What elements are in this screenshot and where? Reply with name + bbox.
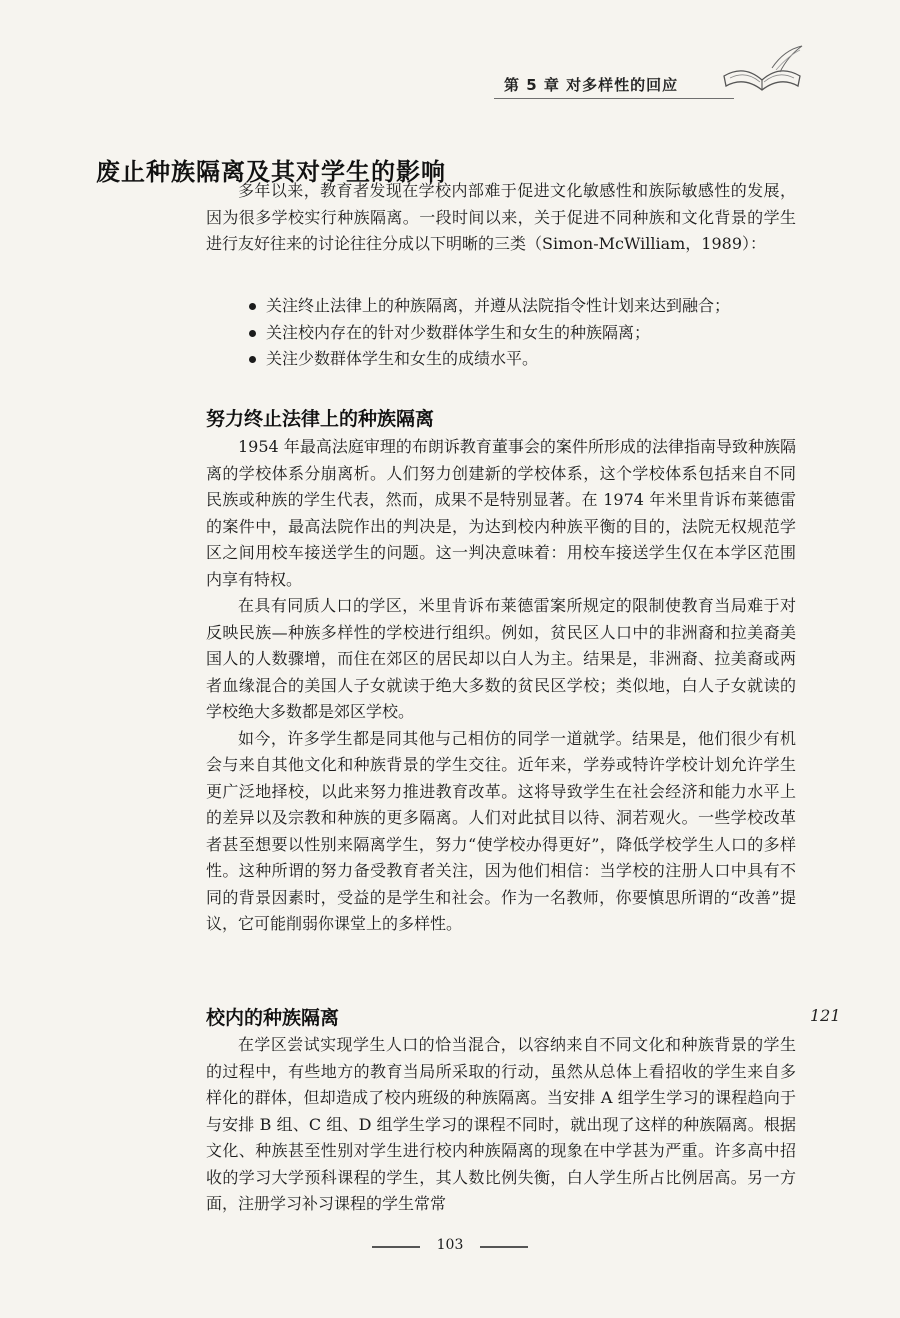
subsection-title: 校内的种族隔离 bbox=[206, 1007, 340, 1029]
body-paragraph: 在学区尝试实现学生人口的恰当混合，以容纳来自不同文化和种族背景的学生的过程中，有些地方的教育当局所采取的行动，虽然从总体上看招收的学生来自多样化的群体，但却造成了校内班级的种族隔离。当安排 A 组学生学习的课程趋向于与安排 B 组、C 组、D 组学生学习的课程不同时，就出现了这样的种族隔离。根据文化、种族甚至性别对学生进行校内种族隔离的现象在中学甚为严重。许多高中招收的学习大学预科课程的学生，其人数比例失衡，白人学生所占比例居高。另一方面，注册学习补习课程的学生常常 bbox=[206, 1035, 796, 1213]
bullet-text: 关注少数群体学生和女生的成绩水平。 bbox=[266, 349, 539, 368]
bullet-text: 关注校内存在的针对少数群体学生和女生的种族隔离； bbox=[266, 322, 651, 342]
bullet-dot bbox=[249, 356, 256, 363]
body-paragraph: 1954 年最高法庭审理的布朗诉教育董事会的案件所形成的法律指南导致种族隔离的学校体系分崩离析。人们努力创建新的学校体系，这个学校体系包括来自不同民族或种族的学生代表，然而，成果不是特别显著。在 1974 年米里肯诉布莱德雷的案件中，最高法院作出的判决是，为达到校内种族平衡的目的，法院无权规范学区之间用校车接送学生的问题。这一判决意味着：用校车接送学生仅在本学区范围内享有特权。 bbox=[206, 437, 796, 589]
bullet-dot bbox=[249, 330, 256, 337]
section-intro-block bbox=[206, 178, 796, 258]
bullet-list bbox=[248, 293, 796, 373]
bullet-dot bbox=[249, 303, 256, 310]
page-number: 103 bbox=[436, 1237, 464, 1253]
open-book-icon bbox=[718, 42, 806, 98]
subsection-title: 努力终止法律上的种族隔离 bbox=[206, 408, 435, 430]
body-paragraph: 如今，许多学生都是同其他与己相仿的同学一道就学。结果是，他们很少有机会与来自其他文化和种族背景的学生交往。近年来，学券或特许学校计划允许学生更广泛地择校，以此来努力推进教育改革。这将导致学生在社会经济和能力水平上的差异以及宗教和种族的更多隔离。人们对此拭目以待、洞若观火。一些学校改革者甚至想要以性别来隔离学生，努力“使学校办得更好”，降低学校学生人口的多样性。这种所谓的努力备受教育者关注，因为他们相信：当学校的注册人口中具有不同的背景因素时，受益的是学生和社会。作为一名教师，你要慎思所谓的“改善”提议，它可能削弱你课堂上的多样性。 bbox=[206, 728, 796, 933]
bullet-item bbox=[248, 320, 796, 347]
margin-page-number: 121 bbox=[810, 1006, 841, 1025]
footer-ornament-right bbox=[480, 1246, 528, 1248]
section-intro-paragraph: 多年以来，教育者发现在学校内部难于促进文化敏感性和族际敏感性的发展，因为很多学校实行种族隔离。一段时间以来，关于促进不同种族和文化背景的学生进行友好往来的讨论往往分成以下明晰的三类（Simon-McWilliam，1989）： bbox=[206, 181, 796, 253]
subsection2-body bbox=[206, 1032, 796, 1218]
page-footer bbox=[370, 1236, 530, 1256]
bullet-text: 关注终止法律上的种族隔离，并遵从法院指令性计划来达到融合； bbox=[266, 296, 731, 315]
chapter-heading: 第 5 章 对多样性的回应 bbox=[504, 76, 679, 94]
body-paragraph: 在具有同质人口的学区，米里肯诉布莱德雷案所规定的限制使教育当局难于对反映民族—种族多样性的学校进行组织。例如，贫民区人口中的非洲裔和拉美裔美国人的人数骤增，而住在郊区的居民却以白人为主。结果是，非洲裔、拉美裔或两者血缘混合的美国人子女就读于绝大多数的贫民区学校；类似地，白人子女就读的学校绝大多数都是郊区学校。 bbox=[206, 596, 796, 721]
subsection1-body bbox=[206, 434, 796, 938]
running-header bbox=[494, 72, 734, 99]
bullet-item bbox=[248, 293, 796, 320]
bullet-item bbox=[248, 346, 796, 373]
section-title: 废止种族隔离及其对学生的影响 bbox=[96, 158, 446, 186]
